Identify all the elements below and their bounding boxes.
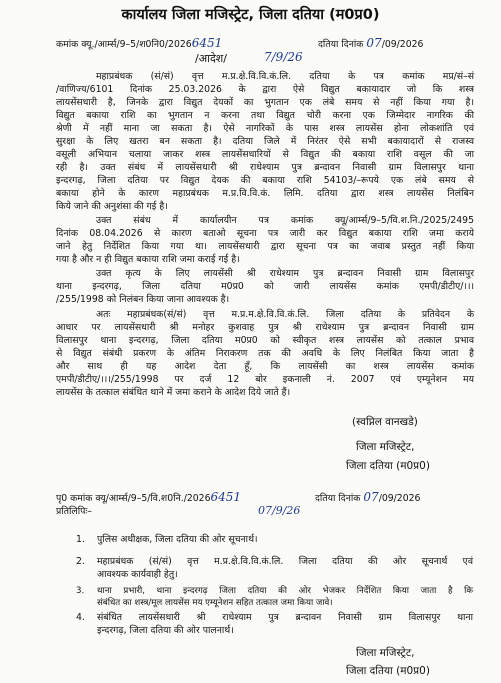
- signatory-designation-2: जिला मजिस्ट्रेट,: [356, 647, 415, 659]
- endorsement-handwritten-date: 07/9/26: [258, 504, 301, 517]
- text-line: किये जाने की अनुशंसा की गई है।: [56, 201, 168, 212]
- text-line: और साथ ही यह आदेश देता हूँ, कि लायसेंसी का शस्त्र लायसेंस कमांक: [56, 361, 474, 372]
- text-line: लायसेंसधारी है, जिनके द्वारा विद्युत देयकों का भुगतान एक लंबे समय से नहीं किया गया है।: [56, 97, 474, 108]
- date-day-handwritten: 07: [366, 36, 382, 50]
- text-line: से विद्युत संबंधी प्रकरण के अंतिम निराकरण तक की अवधि के लिए निलंबित किया जाता है: [56, 348, 474, 359]
- text-line: एमपी/डीटीए/।।।/255/1998 पर दर्ज 12 बोर इकनाली नं. 2007 एवं एम्यूनेशन मय: [56, 374, 474, 385]
- signatory-name: (स्वप्निल वानखडे): [352, 416, 418, 428]
- text-line: गया है और न ही विद्युत बकाया राशि जमा कराई गई है।: [56, 254, 240, 265]
- text-line: सुरक्षा के लिए खतरा बन सकता है। दतिया जिले में निरंतर ऐसे सभी बकायादारों से राजस्व: [56, 136, 474, 147]
- list-item-continuation: आवश्यक कार्यवाही हेतु।: [97, 569, 178, 580]
- endorsement-date-label: दतिया दिनांक: [315, 493, 361, 504]
- endorsement-reference: [56, 491, 241, 505]
- endorsement-reference-printed: पृ0 कमांक क्यू/आर्म्स/9–5/वि.श0नि./2026: [56, 493, 211, 504]
- list-item-number: 1.: [76, 534, 85, 545]
- text-line: लायसेंस के तत्काल संबंधित थाने में जमा कराने के आदेश दिये जाते हैं।: [56, 387, 291, 398]
- text-line: रही है। उक्त संबंध में लायसेंसधारी श्री राधेश्याम पुत्र ब्रन्दावन निवासी ग्राम विलासपुर थाना: [56, 162, 474, 173]
- signatory-place-2: जिला दतिया (म0प्र0): [346, 665, 430, 677]
- text-line: अतः महाप्रबंधक(सं/सं) वृत्त म.प्र.म.क्षे.वि.वि.कं.लि. जिला दतिया के प्रतिवेदन के: [96, 309, 474, 320]
- copy-to-label: प्रतिलिपिः–: [56, 506, 92, 517]
- text-line: महाप्रबंधक (सं/सं) वृत्त म.प्र.क्षे.वि.वि.कं.लि. दतिया के पत्र कमांक मप्र/सं–सं: [96, 71, 474, 82]
- text-line: आधार पर लायसेंसधारी श्री मनोहर कुशवाह पुत्र श्री राधेश्याम पुत्र ब्रन्दावन निवासी ग्राम: [56, 322, 474, 333]
- list-item-number: 3.: [76, 586, 85, 596]
- text-line: उक्त कृत्य के लिए लायसेंसी श्री राधेश्याम पुत्र ब्रन्दावन निवासी ग्राम विलासपुर: [96, 268, 474, 279]
- list-item-continuation: इन्दरगढ़, जिला दतिया की ओर पालनार्थ।: [97, 625, 234, 636]
- endorsement-handwritten-number: 6451: [210, 490, 242, 504]
- text-line: बकाया होने के कारण महाप्रबंधक म.प्र.वि.वि.कं. लिमि. दतिया द्वारा शस्त्र लायसेंस निलंबिन: [56, 188, 474, 199]
- text-line: थाना इन्दरगढ़, जिला दतिया म0प्र0 को जारी लायसेंस कमांक एमपी/डीटीए/।।।: [56, 281, 474, 292]
- list-item-number: 2.: [76, 556, 85, 567]
- text-line: वसूली अभियान चलाया जाकर शस्त्र लायसेंसधारियों से विद्युत की बकाया राशि वसूल की जा: [56, 149, 474, 160]
- signatory-designation: जिला मजिस्ट्रेट,: [356, 441, 415, 453]
- date-rest: /09/2026: [381, 39, 424, 50]
- list-item: पुलिस अधीक्षक, जिला दतिया की ओर सूचनार्थ।: [97, 534, 258, 545]
- reference-handwritten-number: 6451: [191, 36, 223, 50]
- text-line: /वाणिज्य/6101 दिनांक 25.03.2026 के द्वारा ऐसे विद्युत बकायादार जो कि शस्त्र: [56, 84, 474, 95]
- text-line: उक्त संबंध में कार्यालयीन पत्र कमांक क्यू/आर्म्स/9–5/वि.श.नि./2025/2495: [96, 215, 474, 226]
- list-item: महाप्रबंधक (सं/सं) वृत्त म.प्र.क्षे.वि.वि.कं.लि. जिला दतिया की ओर सूचनार्थ एवं: [97, 556, 473, 567]
- text-line: विद्युत बकाया राशि का भुगतान न करना तथा विद्युत चोरी करना एक जिम्मेदार नागरिक की: [56, 110, 474, 121]
- reference-number: [56, 37, 222, 51]
- list-item: संबंधित लायसेंसधारी श्री राधेश्याम पुत्र ब्रन्दावन निवासी ग्राम विलासपुर थाना: [97, 612, 473, 623]
- order-heading: /आदेश/: [195, 52, 227, 65]
- signatory-place: जिला दतिया (म0प्र0): [346, 460, 430, 472]
- text-line: विलासपुर थाना इन्दरगढ़, जिला दतिया म0प्र0 को स्वीकृत शस्त्र लायसेंस को तत्काल प्रभाव: [56, 335, 474, 346]
- order-date: [318, 37, 423, 51]
- text-line: /255/1998 को निलंबन किया जाना आवश्यक है।: [56, 294, 230, 305]
- text-line: दिनांक 08.04.2026 से कारण बताओ सूचना पत्र जारी कर विद्युत बकाया राशि जमा कराये: [56, 228, 474, 239]
- endorsement-date-rest: /09/2026: [378, 493, 421, 504]
- text-line: इन्दरगढ़, जिला दतिया पर विद्युत देयक की बकाया राशि 54103/–रूपये एक लंबे समय से: [56, 175, 474, 186]
- list-item-number: 4.: [76, 612, 85, 623]
- text-line: श्रेणी में नहीं माना जा सकता है। ऐसे नागरिकों के पास शस्त्र लायसेंस होना लोकशांति एवं: [56, 123, 474, 134]
- list-item: थाना प्रभारी, थाना इन्दरगढ़ जिला दतिया की ओर भेजकर निर्देशित किया जाता है कि: [97, 586, 473, 596]
- list-item-continuation: संबंधित का शस्त्र/मूल लायसेंस मय एम्यूनेशन सहित तत्काल जमा किया जावे।: [97, 598, 333, 608]
- text-line: जाने हेतु निर्देशित किया गया था। लायसेंसधारी द्वारा सूचना पत्र का जवाब प्रस्तुत नहीं किया: [56, 241, 474, 252]
- office-title: कार्यालय जिला मजिस्ट्रेट, जिला दतिया (म0प्र0): [121, 7, 380, 23]
- reference-printed: कमांक क्यू./आर्म्स/9–5/श0नि0/2026: [56, 39, 192, 50]
- date-label: दतिया दिनांक: [318, 39, 364, 50]
- endorsement-date: [315, 491, 420, 505]
- reference-handwritten-date: 7/9/26: [264, 50, 303, 64]
- endorsement-date-day-handwritten: 07: [363, 490, 379, 504]
